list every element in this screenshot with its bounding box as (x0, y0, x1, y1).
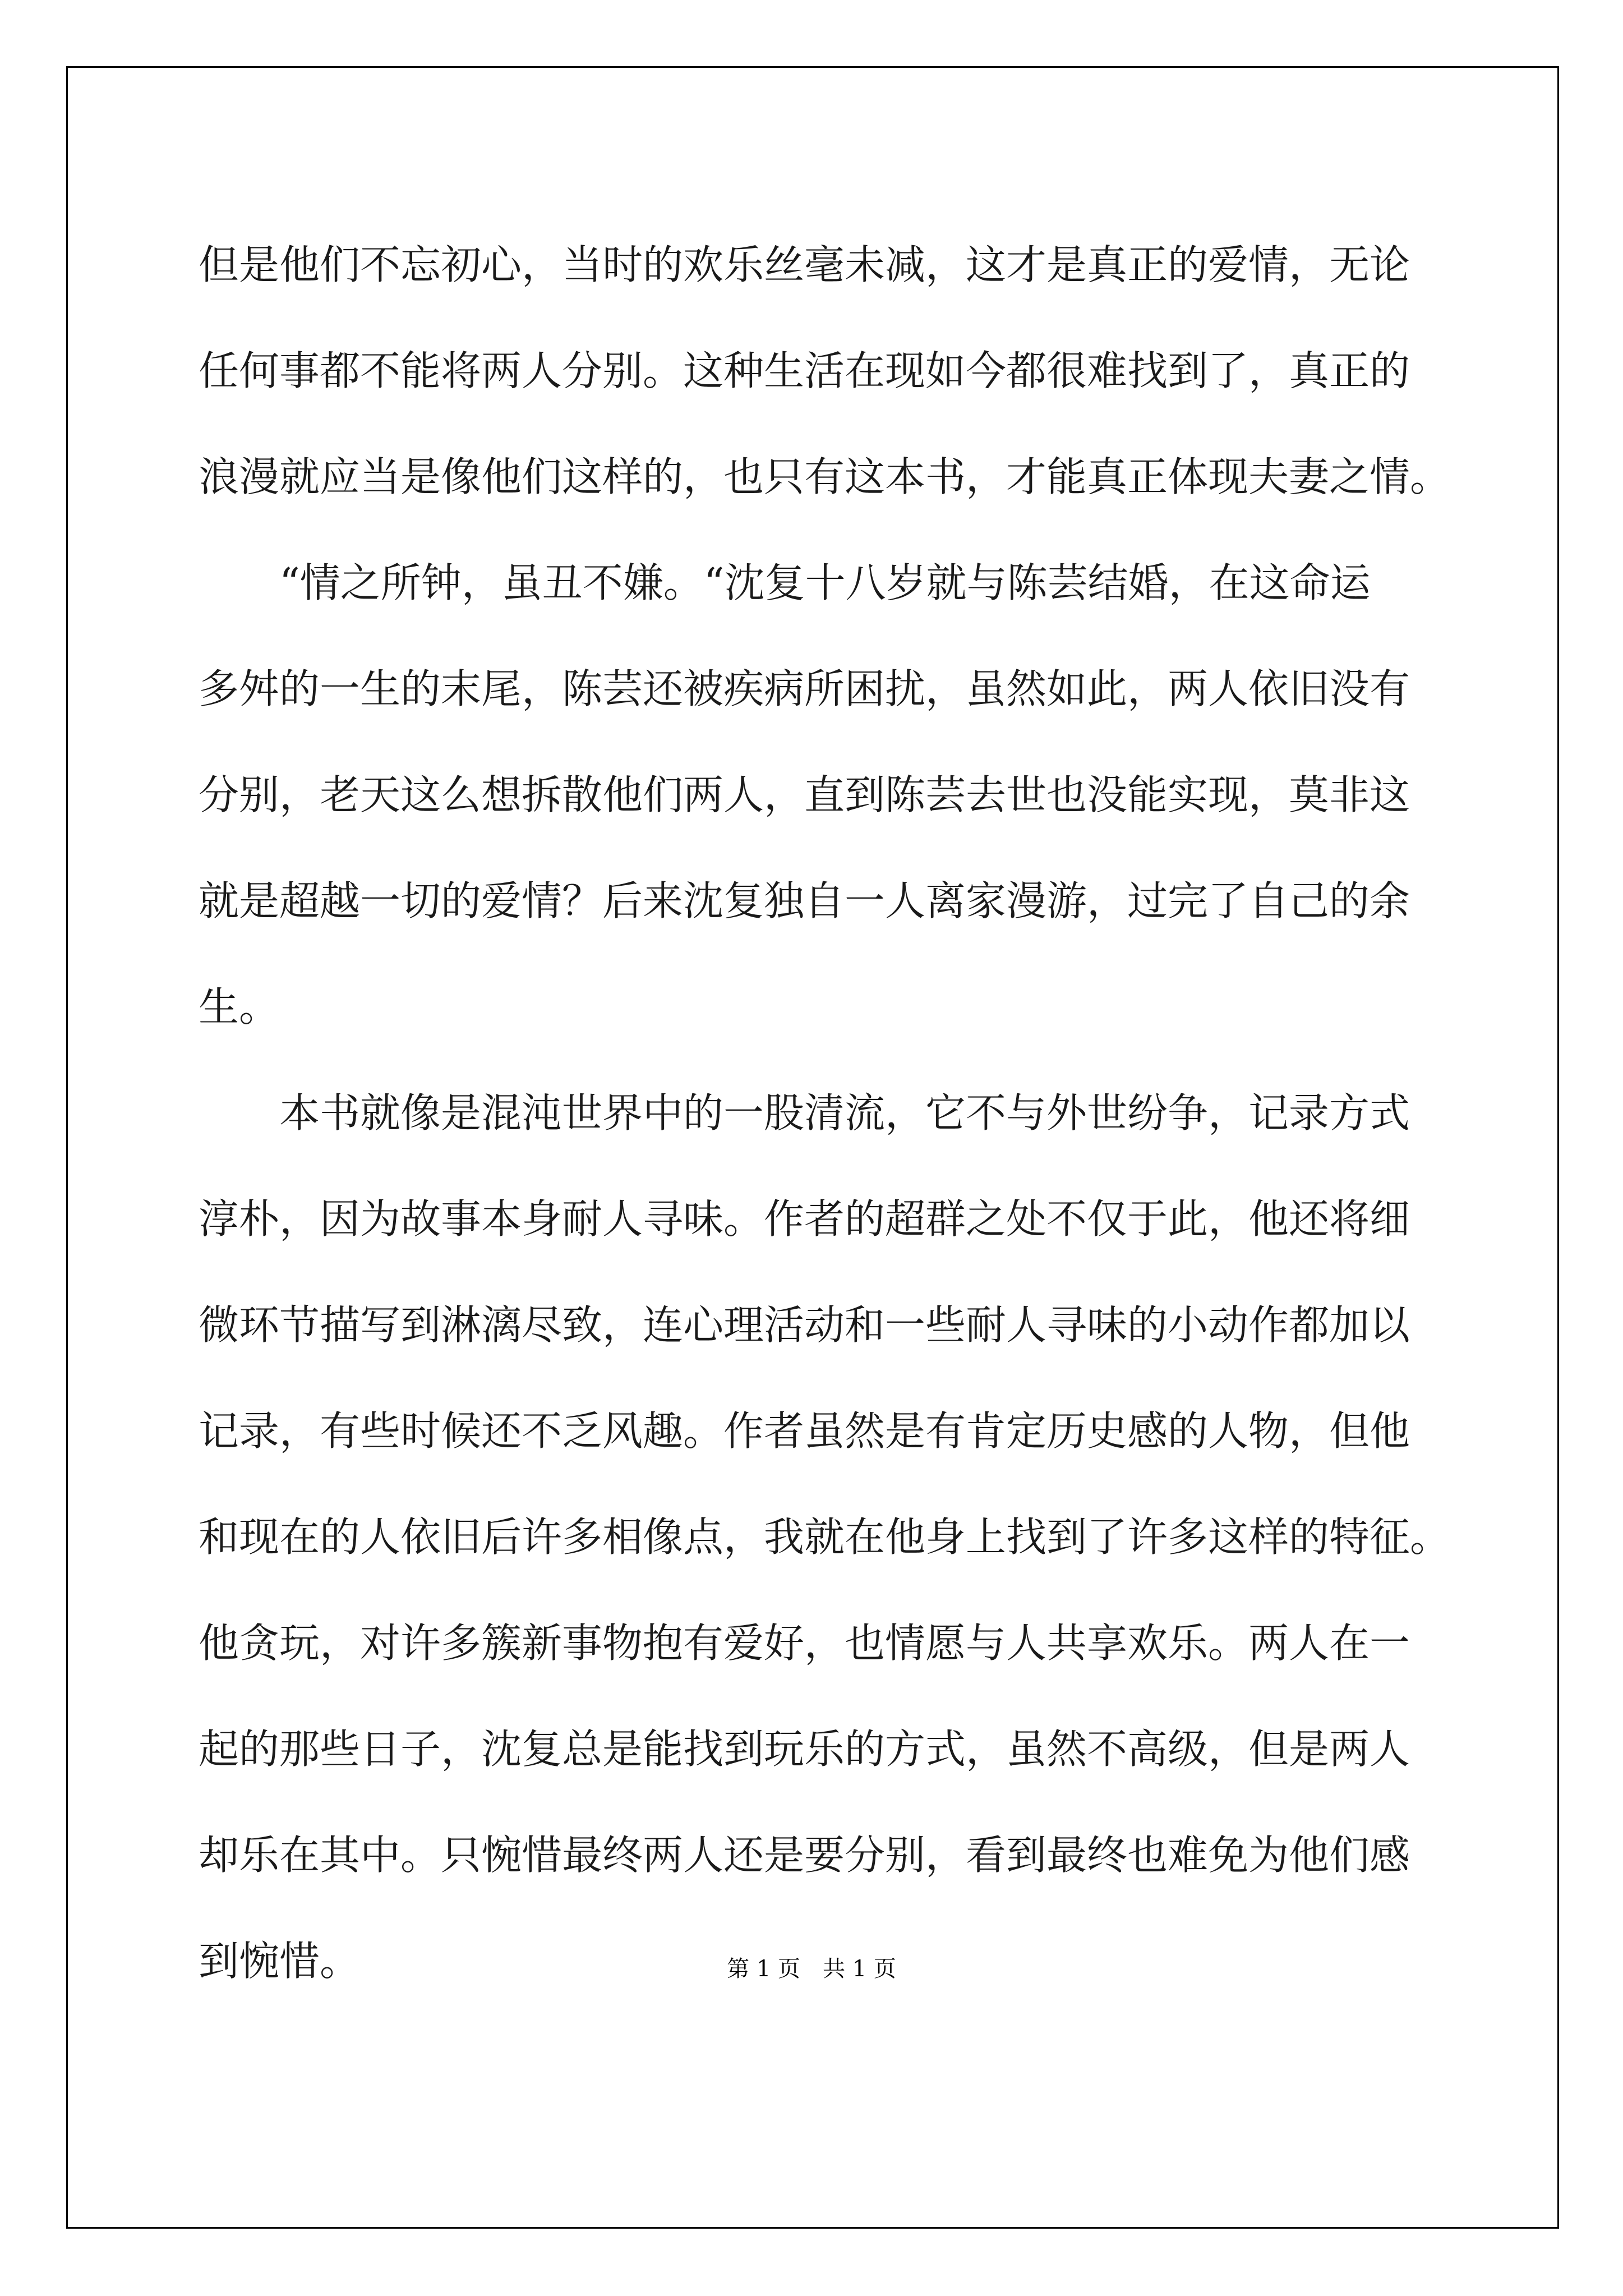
text-line: 但是他们不忘初心，当时的欢乐丝毫未减，这才是真正的爱情，无论 (199, 241, 1410, 288)
text-line: 淳朴，因为故事本身耐人寻味。作者的超群之处不仅于此，他还将细 (199, 1195, 1410, 1243)
text-line: 却乐在其中。只惋惜最终两人还是要分别，看到最终也难免为他们感 (199, 1832, 1410, 1879)
text-line: 他贪玩，对许多簇新事物抱有爱好，也情愿与人共享欢乐。两人在一 (199, 1619, 1410, 1667)
text-line: 记录，有些时候还不乏风趣。作者虽然是有肯定历史感的人物，但他 (199, 1407, 1410, 1455)
text-line: “情之所钟，虽丑不嫌。“沈复十八岁就与陈芸结婚，在这命运 (279, 559, 1371, 606)
text-line: 就是超越一切的爱情？后来沈复独自一人离家漫游，过完了自己的余 (199, 877, 1410, 924)
text-line: 到惋惜。 (199, 1938, 361, 1985)
text-line: 分别，老天这么想拆散他们两人，直到陈芸去世也没能实现，莫非这 (199, 771, 1410, 818)
text-line: 生。 (199, 983, 280, 1030)
page-footer: 第 1 页 共 1 页 (727, 1956, 896, 1982)
text-line: 和现在的人依旧后许多相像点，我就在他身上找到了许多这样的特征。 (199, 1513, 1451, 1561)
text-line: 起的那些日子，沈复总是能找到玩乐的方式，虽然不高级，但是两人 (199, 1726, 1410, 1773)
document-body (199, 212, 1451, 2014)
text-line: 本书就像是混沌世界中的一股清流，它不与外世纷争，记录方式 (279, 1089, 1410, 1137)
text-line: 任何事都不能将两人分别。这种生活在现如今都很难找到了，真正的 (199, 347, 1410, 394)
text-line: 微环节描写到淋漓尽致，连心理活动和一些耐人寻味的小动作都加以 (199, 1301, 1410, 1349)
text-line: 多舛的一生的末尾，陈芸还被疾病所困扰，虽然如此，两人依旧没有 (199, 665, 1410, 712)
text-line: 浪漫就应当是像他们这样的，也只有这本书，才能真正体现夫妻之情。 (199, 453, 1451, 500)
